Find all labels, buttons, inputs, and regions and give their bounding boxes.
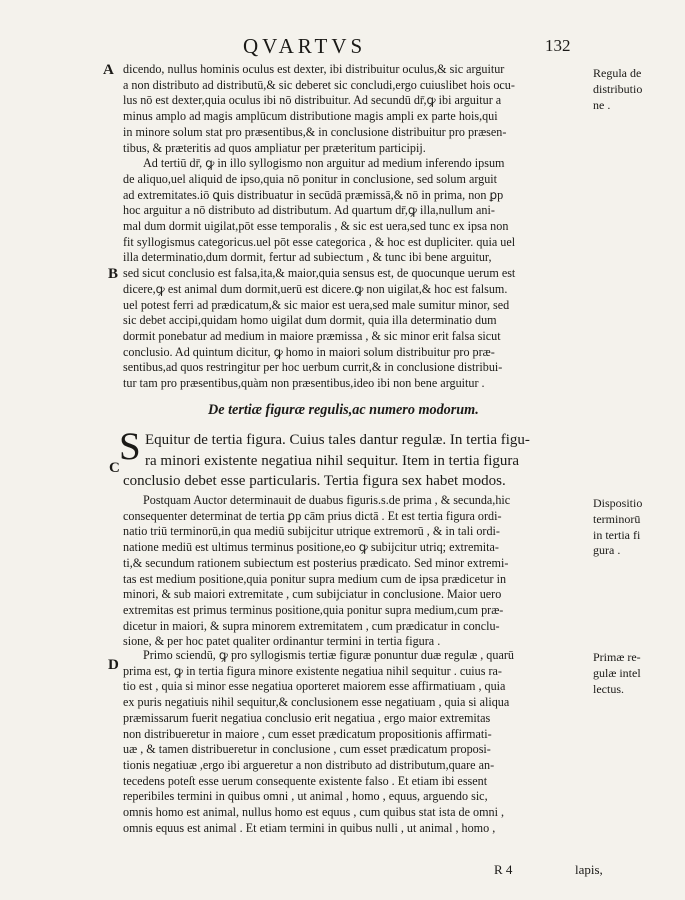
drop-cap: S [119, 425, 141, 468]
section-marker-b: B [108, 266, 119, 282]
catchword: lapis, [575, 862, 603, 877]
body-block-3 [123, 648, 591, 836]
text-line: in minore solum stat pro præsentibus,& in conclusione distribuitur pro præsen- [123, 124, 507, 139]
rule-line: conclusio debet esse particularis. Tertia figura sex habet modos. [123, 473, 506, 490]
text-line: tio est , quia si minor esse negatiua oporteret maiorem esse affirmatiuam , quia [123, 679, 506, 694]
text-line: sed sicut conclusio est falsa,ita,& maior,quia sensus est, de quocunque uerum est [123, 266, 516, 281]
running-title: QVARTVS [243, 34, 367, 58]
running-head [0, 34, 685, 62]
text-line: Ad tertiū dr̄, ꝙ in illo syllogismo non arguitur ad medium inferendo ipsum [143, 156, 505, 171]
text-line: minus amplo ad magis amplūcum distributione magis ampli ex parte hois,qui [123, 109, 498, 124]
text-line: tecedens poteſt esse uerum consequente existente falso . Et etiam ibi essent [123, 773, 488, 788]
text-line: consequenter determinat de tertia ꝑp cām prius dictā . Et est tertia figura ordi- [123, 508, 502, 523]
text-line: de aliquo,uel aliquid de ipso,quia nō ponitur in conclusione, sed solum arguit [123, 171, 498, 186]
text-line: prima est, ꝙ in tertia figura minore existente negatiua nihil sequitur . cuius ra- [123, 663, 502, 678]
text-line: ex puris negatiuis nihil sequitur,& conclusionem esse negatiuam , quia si aliqua [123, 695, 510, 710]
margin-note-line: distributio [593, 81, 643, 96]
text-line: non distribueretur in maiore , cum esset prædicatum propositionis affirmati- [123, 726, 492, 741]
text-line: sione, & per hoc patet qualiter ordinantur termini in tertia figura . [123, 634, 441, 649]
text-line: a non distributo ad distributū,& sic deberet sic concludi,ergo cuiuslibet hois ocu- [123, 77, 515, 92]
text-line: sentibus,ad quos restringitur per hoc uerbum currit,& in conclusione distribui- [123, 360, 503, 375]
text-line: sic debet accipi,quidam homo uigilat dum dormit, quia illa determinatio dum [123, 313, 497, 328]
text-line: tionis negatiuæ ,ergo ibi argueretur a non distributo ad distributum,quare an- [123, 757, 495, 772]
margin-note-3 [593, 650, 681, 697]
text-line: Primo sciendū, ꝙ pro syllogismis tertiæ figuræ ponuntur duæ regulæ , quarū [143, 648, 514, 662]
signature-mark: R 4 [494, 862, 513, 877]
text-line: uel potest ferri ad prædicatum,& sic maior est uera,sed male sumitur minor, sed [123, 297, 510, 312]
margin-note-line: gura . [593, 543, 621, 558]
rule-line: Equitur de tertia figura. Cuius tales dantur regulæ. In tertia figu- [145, 432, 530, 448]
body-block-2 [123, 493, 591, 650]
text-line: dicendo, nullus hominis oculus est dexter, ibi distribuitur oculus,& sic arguitur [123, 62, 505, 76]
text-line: conclusio. Ad quintum dicitur, ꝙ homo in maiori solum distribuitur pro præ- [123, 344, 495, 359]
text-line: fit syllogismus categoricus.uel pōt esse categorica , & hoc est dupliciter. quia uel [123, 234, 516, 249]
text-line: mal dum dormit uigilat,pōt esse temporalis , & sic est uera,sed tunc ex ipsa non [123, 219, 509, 234]
page-number: 132 [545, 36, 571, 55]
text-line: dicere,ꝙ est animal dum dormit,uerū est dicere.ꝙ non uigilat,& hoc est falsum. [123, 281, 508, 296]
text-line: hoc arguitur a nō distributo ad distributum. Ad quartum dr̄,ꝙ illa,nullum ani- [123, 203, 495, 218]
text-line: lus nō est dexter,quia oculus ibi nō distribuitur. Ad secundū dr̄,ꝙ ibi arguitur a [123, 93, 502, 108]
rule-line: ra minori existente negatiua nihil sequitur. Item in tertia figura [145, 452, 520, 469]
text-line: natione mediū est ultimus terminus positione,eo ꝙ subijcitur utriq; extremita- [123, 540, 499, 555]
text-line: tibus, & præteritis ad quos ampliatur per præteritum participij. [123, 140, 426, 155]
text-line: dicetur in maiori, & supra minorem extremitatem , cum prædicatur in conclu- [123, 618, 500, 633]
text-line: illa determinatio,dum dormit, fertur ad subiectum , & tunc ibi bene arguitur, [123, 250, 492, 265]
text-line: omnis equus est animal . Et etiam termini in quibus nulli , ut animal , homo , [123, 820, 496, 835]
margin-note-1 [593, 66, 681, 113]
text-line: ti,& secundum rationem subiectum est posterius prædicato. Sed minor extremi- [123, 555, 509, 570]
text-line: uæ , & tamen distribueretur in conclusione , cum esset prædicatum proposi- [123, 742, 491, 757]
margin-note-line: ne . [593, 97, 611, 112]
text-line: Postquam Auctor determinauit de duabus figuris.s.de prima , & secunda,hic [143, 493, 511, 507]
body-block-1 [123, 62, 591, 392]
text-line: extremitas est primus terminus positione,quia ponitur supra medium,cum præ- [123, 602, 504, 617]
section-marker-c: C [109, 460, 120, 476]
section-marker-a: A [103, 62, 114, 78]
text-line: tur tam pro præsentibus,quàm non præsentibus,ideo ibi non bene arguitur . [123, 376, 485, 391]
margin-note-line: Regula de [593, 66, 642, 80]
text-line: præmissarum fuerit negatiua conclusio erit negatiua , ergo maior extremitas [123, 710, 491, 725]
text-line: dormit ponebatur ad medium in maiore præmissa , & sic minor erit falsa sicut [123, 328, 501, 343]
section-marker-d: D [108, 657, 119, 673]
margin-note-line: Primæ re- [593, 650, 641, 664]
section-heading: De tertiæ figuræ regulis,ac numero modorum. [208, 402, 479, 418]
text-line: reperibiles termini in quibus omni , ut animal , homo , equus, arguendo sic, [123, 789, 488, 804]
margin-note-line: lectus. [593, 681, 624, 696]
text-line: ad extremitates.iō ꝗuis distribuatur in secūdā præmissā,& nō in prima, non ꝑp [123, 187, 504, 202]
margin-note-line: terminorū [593, 511, 641, 526]
margin-note-line: in tertia fi [593, 527, 641, 542]
text-line: omnis homo est animal, nullus homo est equus , cum quibus stat ista de omni , [123, 805, 505, 820]
text-line: natio triū terminorū,in qua mediū subijcitur utrique extremorū , & in tali ordi- [123, 524, 500, 539]
margin-note-2 [593, 496, 681, 559]
text-line: minori, & sub maiori extremitate , cum subijciatur in conclusione. Maior uero [123, 587, 502, 602]
rule-statement [119, 425, 587, 492]
margin-note-line: Dispositio [593, 496, 643, 510]
margin-note-line: gulæ intel [593, 665, 641, 680]
text-line: tas est medium positione,quia ponitur supra medium cum de ipsa prædicetur in [123, 571, 507, 586]
